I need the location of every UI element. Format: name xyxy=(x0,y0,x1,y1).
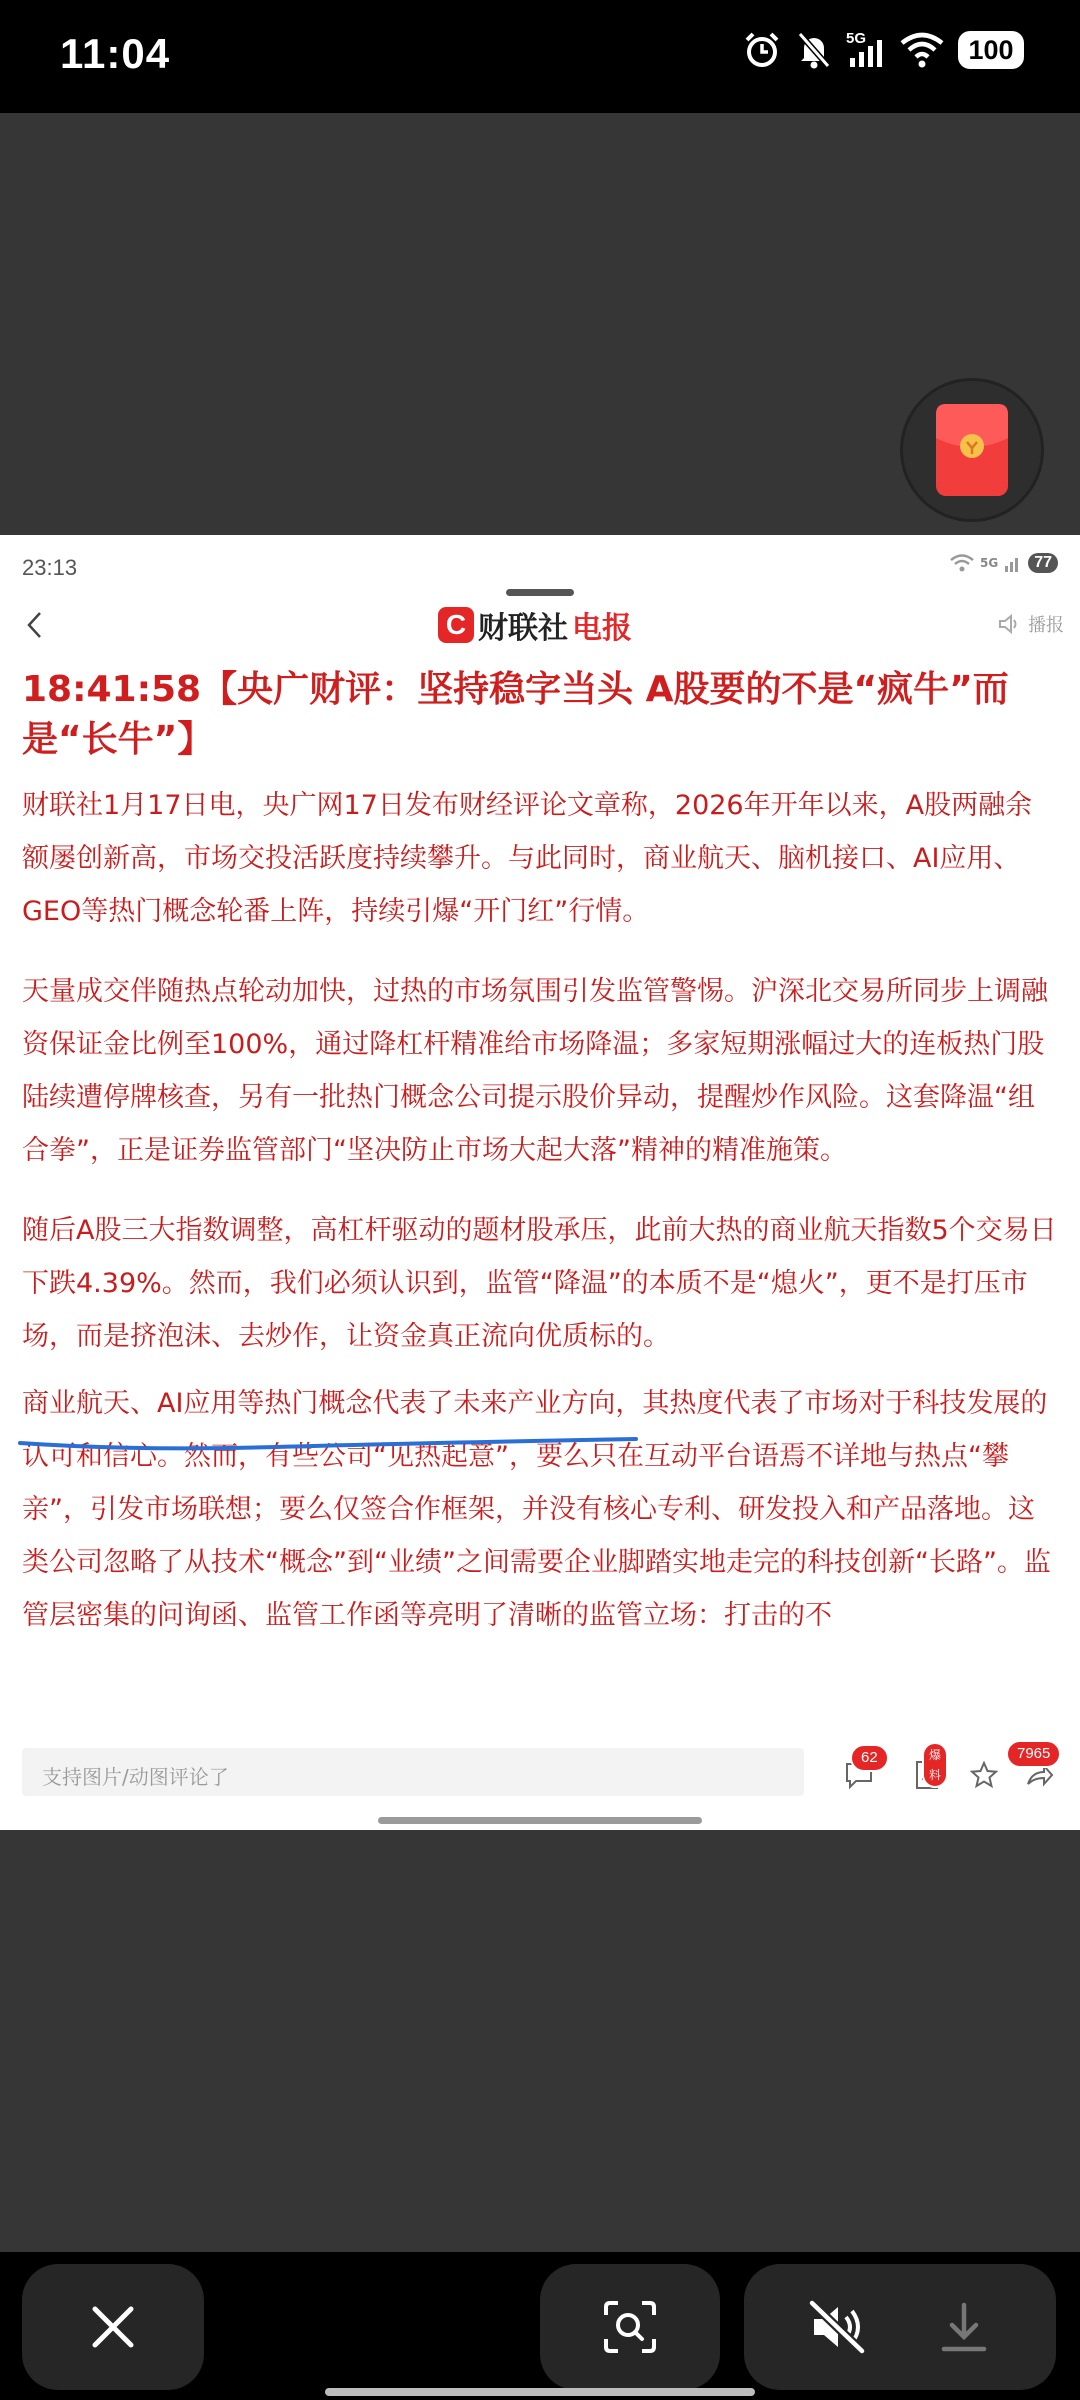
download-button[interactable] xyxy=(936,2299,992,2355)
signal-5g-icon xyxy=(846,30,886,70)
article-paragraph: 天量成交伴随热点轮动加快，过热的市场氛围引发监管警惕。沪深北交易所同步上调融资保证金比例至100%，通过降杠杆精准给市场降温；多家短期涨幅过大的连板热门股陆续遭停牌核查，另有一批热门概念公司提示股价异动，提醒炒作风险。这套降温“组合拳”，正是证券监管部门“坚决防止市场大起大落”精神的精准施策。 xyxy=(22,976,1048,1166)
scan-search-icon xyxy=(602,2299,658,2355)
close-icon xyxy=(89,2303,137,2351)
broadcast-label: 播报 xyxy=(1028,615,1064,636)
wifi-icon xyxy=(900,31,944,69)
back-button[interactable] xyxy=(16,605,52,645)
cls-logo xyxy=(438,605,632,645)
bottom-action-bar xyxy=(0,2252,1080,2400)
star-icon xyxy=(969,1760,999,1790)
comment-input[interactable]: 支持图片/动图评论了 xyxy=(22,1748,804,1796)
report-button[interactable] xyxy=(908,1748,946,1794)
share-count-badge: 7965 xyxy=(1006,1740,1061,1768)
inner-signal-icon xyxy=(1004,553,1022,573)
inner-wifi-icon xyxy=(950,553,974,573)
article-paragraph: 商业航天、AI应用等热门概念代表了未来产业方向，其热度代表了市场对于科技发展的认可和信心。然而，有些公司“见热起意”，要么只在互动平台语焉不详地与热点“攀亲”，引发市场联想；要么仅签合作框架，并没有核心专利、研发投入和产品落地。这类公司忽略了从技术“概念”到“业绩”之间需要企业脚踏实地走完的科技创新“长路”。监管层密集的问询函、监管工作函等亮明了清晰的监管立场：打击的不 xyxy=(22,1388,1051,1631)
highlighted-paragraph-wrap xyxy=(22,1377,1058,1642)
battery-indicator: 100 xyxy=(958,31,1024,69)
mute-button[interactable] xyxy=(808,2299,868,2355)
article-paragraph: 财联社1月17日电，央广网17日发布财经评论文章称，2026年开年以来，A股两融余额屡创新高，市场交投活跃度持续攀升。与此同时，商业航天、脑机接口、AI应用、GEO等热门概念轮番上阵，持续引爆“开门红”行情。 xyxy=(22,790,1033,927)
inner-status-time: 23:13 xyxy=(22,555,78,580)
comment-bar xyxy=(0,1740,1080,1830)
news-screenshot-card xyxy=(0,535,1080,1830)
report-badge: 爆料 xyxy=(922,1742,948,1788)
article-body xyxy=(22,665,1058,1642)
logo-mark: C xyxy=(438,607,474,643)
close-button[interactable] xyxy=(22,2264,204,2390)
logo-text-primary: 财联社 xyxy=(478,611,568,646)
inner-status-bar xyxy=(0,535,1080,595)
inner-status-icons xyxy=(950,553,1058,573)
system-home-indicator xyxy=(325,2388,755,2396)
favorite-button[interactable] xyxy=(965,1756,1003,1794)
inner-battery: 77 xyxy=(1028,553,1058,573)
image-search-button[interactable] xyxy=(540,2264,720,2390)
status-icons xyxy=(742,30,1024,70)
article-nav-bar xyxy=(0,595,1080,655)
article-paragraph: 随后A股三大指数调整，高杠杆驱动的题材股承压，此前大热的商业航天指数5个交易日下跌4.39%。然而，我们必须认识到，监管“降温”的本质不是“熄火”，更不是打压市场，而是挤泡沫、去炒作，让资金真正流向优质标的。 xyxy=(22,1215,1057,1352)
status-time: 11:04 xyxy=(60,30,171,77)
speaker-icon xyxy=(998,613,1022,635)
share-button[interactable] xyxy=(1017,1745,1058,1794)
logo-text-secondary: 电报 xyxy=(572,611,632,646)
network-type: 5G xyxy=(846,30,867,47)
status-bar xyxy=(0,0,1080,113)
alarm-icon xyxy=(742,30,782,70)
red-envelope-icon xyxy=(936,404,1008,496)
article-headline: 18:41:58【央广财评：坚持稳字当头 A股要的不是“疯牛”而是“长牛”】 xyxy=(22,669,1009,760)
inner-network-type: 5G xyxy=(980,556,999,570)
chevron-left-icon xyxy=(25,610,43,640)
broadcast-button[interactable] xyxy=(998,611,1064,637)
comment-count-badge: 62 xyxy=(850,1744,889,1772)
media-controls xyxy=(744,2264,1056,2390)
comment-button[interactable] xyxy=(840,1749,878,1794)
red-envelope-button[interactable] xyxy=(900,378,1044,522)
mute-bell-icon xyxy=(796,30,832,70)
inner-home-indicator xyxy=(378,1817,702,1824)
